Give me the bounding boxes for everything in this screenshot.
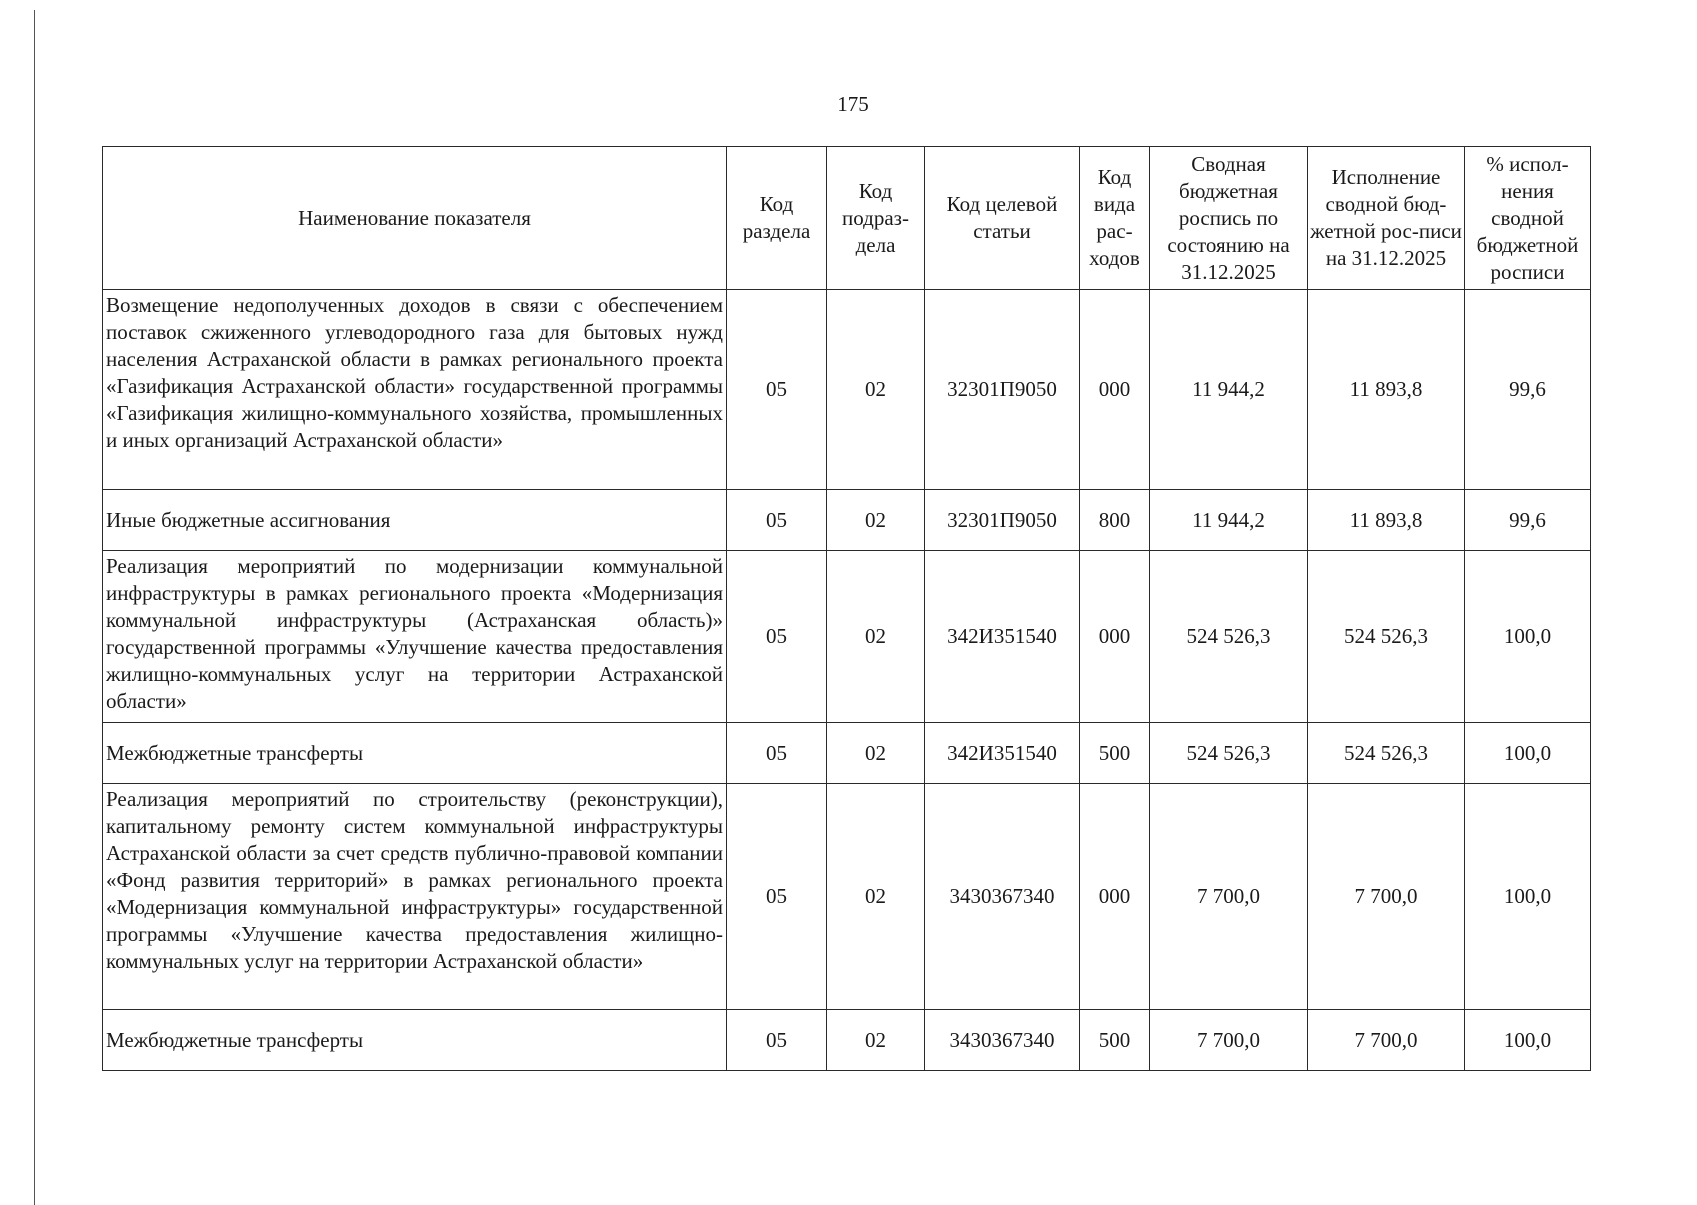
row-percent: 100,0 — [1465, 723, 1591, 784]
row-section: 05 — [727, 551, 827, 723]
table-row — [103, 1010, 1591, 1071]
row-subsection: 02 — [827, 551, 925, 723]
row-target: 342И351540 — [925, 551, 1080, 723]
table-row — [103, 784, 1591, 1010]
row-name: Иные бюджетные ассигнования — [103, 490, 727, 551]
page-number: 175 — [837, 92, 869, 116]
row-plan: 11 944,2 — [1150, 490, 1308, 551]
row-subsection: 02 — [827, 490, 925, 551]
row-target: 32301П9050 — [925, 290, 1080, 490]
row-target: 3430367340 — [925, 784, 1080, 1010]
row-target: 32301П9050 — [925, 490, 1080, 551]
row-expense: 500 — [1080, 723, 1150, 784]
row-target: 3430367340 — [925, 1010, 1080, 1071]
row-actual: 7 700,0 — [1308, 784, 1465, 1010]
row-percent: 100,0 — [1465, 784, 1591, 1010]
row-section: 05 — [727, 1010, 827, 1071]
row-percent: 99,6 — [1465, 490, 1591, 551]
row-section: 05 — [727, 290, 827, 490]
row-subsection: 02 — [827, 290, 925, 490]
header-target-code: Код целевой статьи — [925, 147, 1080, 290]
row-subsection: 02 — [827, 723, 925, 784]
row-expense: 000 — [1080, 551, 1150, 723]
row-target: 342И351540 — [925, 723, 1080, 784]
row-plan: 524 526,3 — [1150, 551, 1308, 723]
binding-margin-line — [34, 10, 35, 1205]
row-percent: 99,6 — [1465, 290, 1591, 490]
row-actual: 11 893,8 — [1308, 490, 1465, 551]
row-actual: 524 526,3 — [1308, 551, 1465, 723]
row-expense: 000 — [1080, 784, 1150, 1010]
row-expense: 800 — [1080, 490, 1150, 551]
table-row — [103, 290, 1591, 490]
row-name: Реализация мероприятий по модернизации коммунальной инфраструктуры в рамках регионального проекта «Модернизация коммунальной инфраструктуры (Астраханская область)» государственной программы «Улучшение качества предоставления жилищно-коммунальных услуг на территории Астраханской области» — [103, 551, 727, 723]
row-subsection: 02 — [827, 1010, 925, 1071]
row-name: Межбюджетные трансферты — [103, 1010, 727, 1071]
row-actual: 524 526,3 — [1308, 723, 1465, 784]
row-section: 05 — [727, 784, 827, 1010]
row-name: Возмещение недополученных доходов в связи с обеспечением поставок сжиженного углеводородного газа для бытовых нужд населения Астраханской области в рамках регионального проекта «Газификация Астраханской области» государственной программы «Газификация жилищно-коммунального хозяйства, промышленных и иных организаций Астраханской области» — [103, 290, 727, 490]
header-row — [103, 147, 1591, 290]
row-name: Межбюджетные трансферты — [103, 723, 727, 784]
row-percent: 100,0 — [1465, 551, 1591, 723]
row-percent: 100,0 — [1465, 1010, 1591, 1071]
row-plan: 7 700,0 — [1150, 784, 1308, 1010]
header-subsection-code: Код подраз-дела — [827, 147, 925, 290]
header-percent: % испол-нения сводной бюджетной росписи — [1465, 147, 1591, 290]
budget-execution-table — [102, 146, 1591, 1071]
row-plan: 11 944,2 — [1150, 290, 1308, 490]
header-section-code: Код раздела — [727, 147, 827, 290]
table-row — [103, 551, 1591, 723]
row-actual: 7 700,0 — [1308, 1010, 1465, 1071]
row-expense: 000 — [1080, 290, 1150, 490]
row-section: 05 — [727, 490, 827, 551]
header-indicator-name: Наименование показателя — [103, 147, 727, 290]
row-expense: 500 — [1080, 1010, 1150, 1071]
row-plan: 7 700,0 — [1150, 1010, 1308, 1071]
row-section: 05 — [727, 723, 827, 784]
table-row — [103, 723, 1591, 784]
row-subsection: 02 — [827, 784, 925, 1010]
header-plan: Сводная бюджетная роспись по состоянию на 31.12.2025 — [1150, 147, 1308, 290]
row-actual: 11 893,8 — [1308, 290, 1465, 490]
header-actual: Исполнение сводной бюд-жетной рос-писи на 31.12.2025 — [1308, 147, 1465, 290]
row-plan: 524 526,3 — [1150, 723, 1308, 784]
row-name: Реализация мероприятий по строительству (реконструкции), капитальному ремонту систем коммунальной инфраструктуры Астраханской области за счет средств публично-правовой компании «Фонд развития территорий» в рамках регионального проекта «Модернизация коммунальной инфраструктуры» государственной программы «Улучшение качества предоставления жилищно-коммунальных услуг на территории Астраханской области» — [103, 784, 727, 1010]
table-row — [103, 490, 1591, 551]
header-expense-code: Код вида рас-ходов — [1080, 147, 1150, 290]
